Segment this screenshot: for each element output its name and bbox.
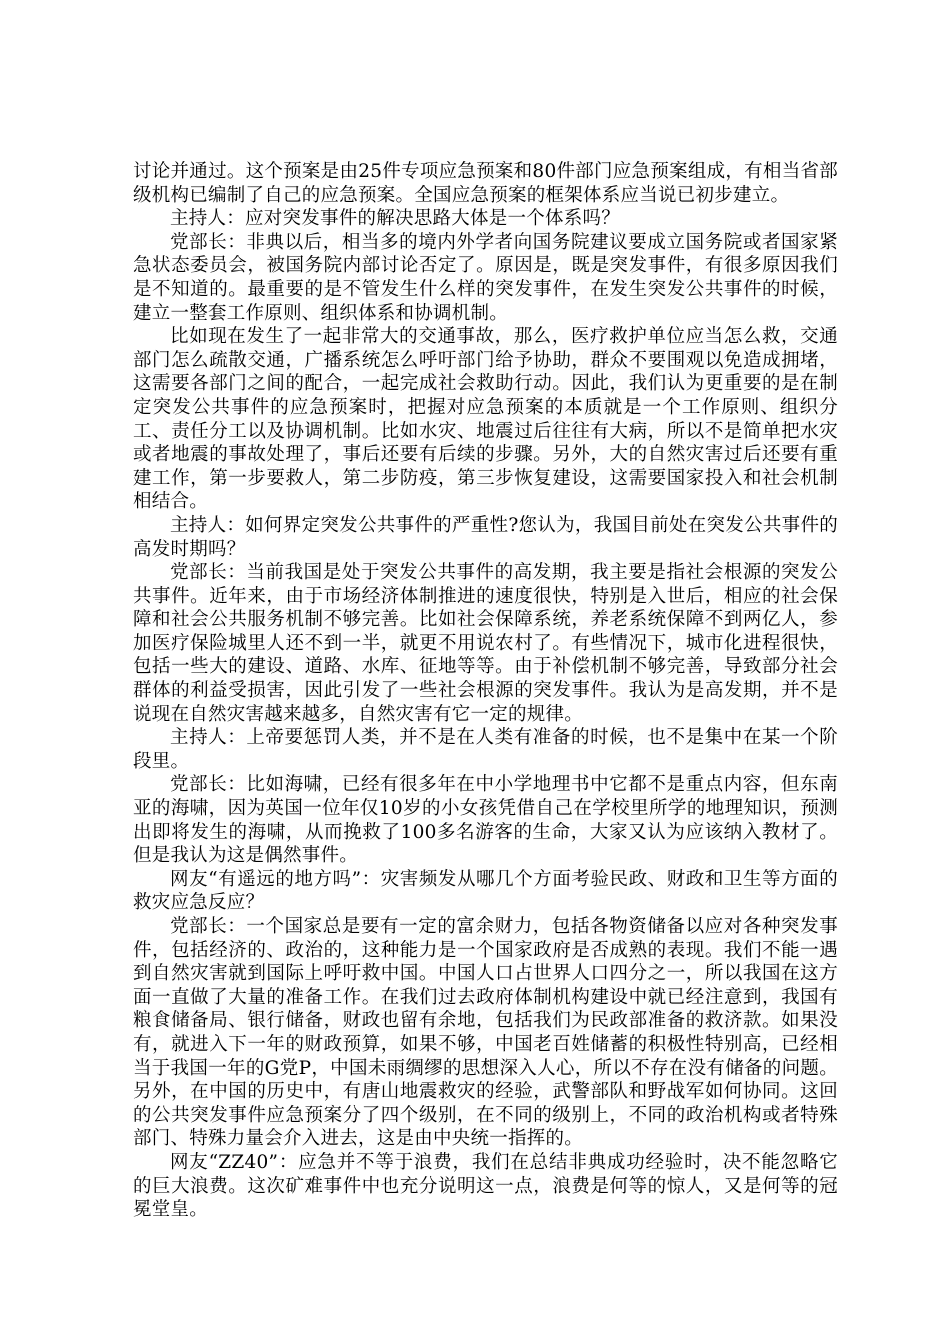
paragraph-answer: 党部长：当前我国是处于突发公共事件的高发期，我主要是指社会根源的突发公共事件。近年来，由于市场经济体制推进的速度很快，特别是入世后，相应的社会保障和社会公共服务机制不够完善。比如社会保障系统，养老系统保障不到两亿人，参加医疗保险城里人还不到一半，就更不用说农村了。有些情况下，城市化进程很快，包括一些大的建设、道路、水库、征地等等。由于补偿机制不够完善，导致部分社会群体的利益受损害，因此引发了一些社会根源的突发事件。我认为是高发期，并不是说现在自然灾害越来越多，自然灾害有它一定的规律。 [133,562,838,725]
paragraph-host-question: 主持人：上帝要惩罚人类，并不是在人类有准备的时候，也不是集中在某一个阶段里。 [133,727,838,772]
paragraph-netizen-comment: 网友“ZZ40”：应急并不等于浪费，我们在总结非典成功经验时，决不能忽略它的巨大浪费。这次矿难事件中也充分说明这一点，浪费是何等的惊人，又是何等的冠冕堂皇。 [133,1151,838,1221]
paragraph-answer: 党部长：一个国家总是要有一定的富余财力，包括各物资储备以应对各种突发事件，包括经济的、政治的，这种能力是一个国家政府是否成熟的表现。我们不能一遇到自然灾害就到国际上呼吁救中国。中国人口占世界人口四分之一，所以我国在这方面一直做了大量的准备工作。在我们过去政府体制机构建设中就已经注意到，我国有粮食储备局、银行储备，财政也留有余地，包括我们为民政部准备的救济款。如果没有，就进入下一年的财政预算，如果不够，中国老百姓储蓄的积极性特别高，已经相当于我国一年的G党P，中国未雨绸缪的思想深入人心，所以不存在没有储备的问题。另外，在中国的历史中，有唐山地震救灾的经验，武警部队和野战军如何协同。这回的公共突发事件应急预案分了四个级别，在不同的级别上，不同的政治机构或者特殊部门、特殊力量会介入进去，这是由中央统一指挥的。 [133,916,838,1150]
paragraph-answer: 党部长：比如海啸，已经有很多年在中小学地理书中它都不是重点内容，但东南亚的海啸，因为英国一位年仅10岁的小女孩凭借自己在学校里所学的地理知识，预测出即将发生的海啸，从而挽救了100多名游客的生命，大家又认为应该纳入教材了。但是我认为这是偶然事件。 [133,774,838,867]
paragraph-netizen-question: 网友“有遥远的地方吗”：灾害频发从哪几个方面考验民政、财政和卫生等方面的救灾应急反应？ [133,868,838,914]
paragraph-host-question: 主持人：应对突发事件的解决思路大体是一个体系吗？ [170,208,621,230]
paragraph-answer: 比如现在发生了一起非常大的交通事故，那么，医疗救护单位应当怎么救，交通部门怎么疏散交通，广播系统怎么呼吁部门给予协助，群众不要围观以免造成拥堵，这需要各部门之间的配合，一起完成社会救助行动。因此，我们认为更重要的是在制定突发公共事件的应急预案时，把握对应急预案的本质就是一个工作原则、组织分工、责任分工以及协调机制。比如水灾、地震过后往往有大病，所以不是简单把水灾或者地震的事故处理了，事后还要有后续的步骤。另外，大的自然灾害过后还要有重建工作，第一步要救人，第二步防疫，第三步恢复建设，这需要国家投入和社会机制相结合。 [133,326,838,513]
document-body [133,160,838,1222]
paragraph-answer: 党部长：非典以后，相当多的境内外学者向国务院建议要成立国务院或者国家紧急状态委员会，被国务院内部讨论否定了。原因是，既是突发事件，有很多原因我们是不知道的。最重要的是不管发生什么样的突发事件，在发生突发公共事件的时候，建立一整套工作原则、组织体系和协调机制。 [133,231,838,324]
paragraph-continuation: 讨论并通过。这个预案是由25件专项应急预案和80件部门应急预案组成，有相当省部级机构已编制了自己的应急预案。全国应急预案的框架体系应当说已初步建立。 [133,161,838,206]
paragraph-host-question: 主持人：如何界定突发公共事件的严重性?您认为，我国目前处在突发公共事件的高发时期吗？ [133,514,838,560]
